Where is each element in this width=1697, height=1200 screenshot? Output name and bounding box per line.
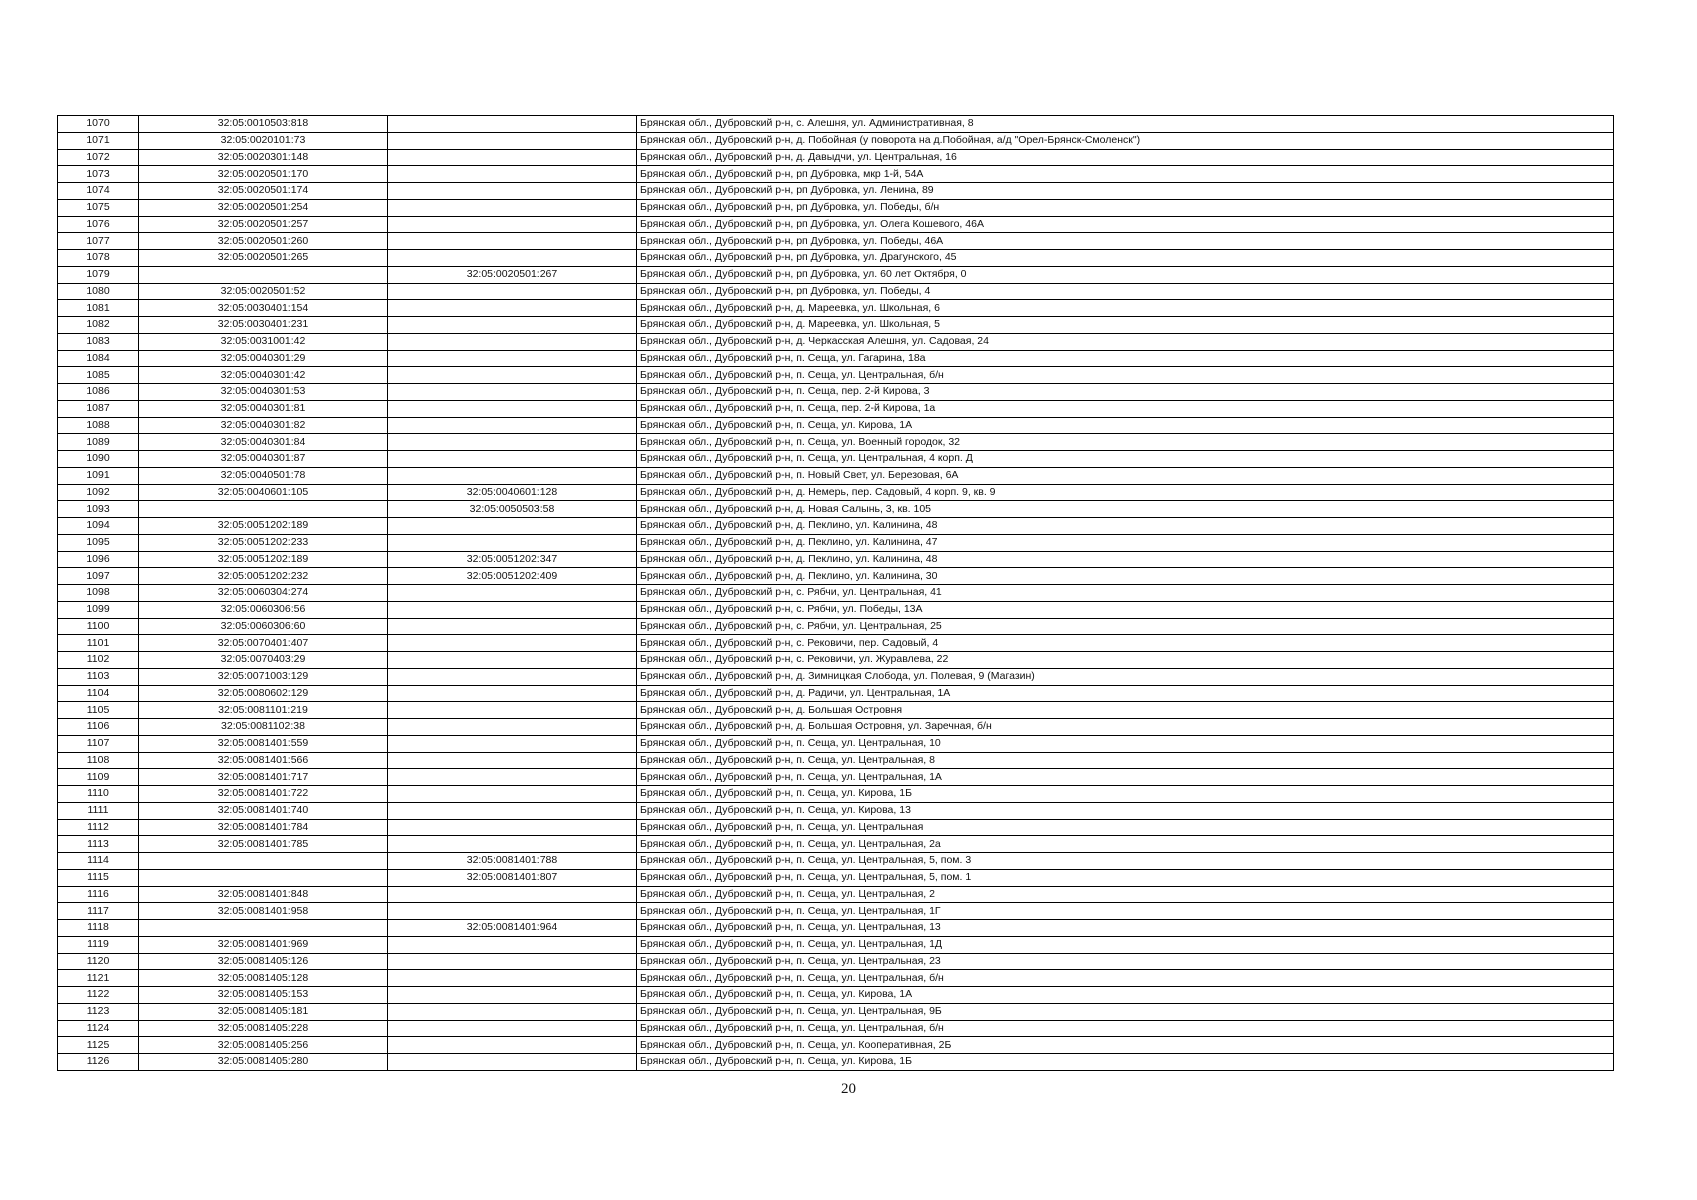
address-cell: Брянская обл., Дубровский р-н, п. Сеща, ул. Центральная bbox=[637, 819, 1614, 836]
table-row bbox=[58, 1020, 1614, 1037]
cadastral-number-cell bbox=[139, 869, 388, 886]
row-number-cell: 1122 bbox=[58, 987, 139, 1004]
address-cell: Брянская обл., Дубровский р-н, п. Сеща, ул. Центральная, 13 bbox=[637, 920, 1614, 937]
row-number-cell: 1119 bbox=[58, 936, 139, 953]
registry-table-body bbox=[58, 116, 1614, 1071]
address-cell: Брянская обл., Дубровский р-н, рп Дубровка, ул. 60 лет Октября, 0 bbox=[637, 266, 1614, 283]
row-number-cell: 1113 bbox=[58, 836, 139, 853]
table-row bbox=[58, 936, 1614, 953]
cadastral-number-secondary-cell bbox=[388, 802, 637, 819]
table-row bbox=[58, 484, 1614, 501]
row-number-cell: 1072 bbox=[58, 149, 139, 166]
address-cell: Брянская обл., Дубровский р-н, д. Побойная (у поворота на д.Побойная, а/д "Орел-Брянск-Смоленск") bbox=[637, 132, 1614, 149]
address-cell: Брянская обл., Дубровский р-н, п. Сеща, ул. Военный городок, 32 bbox=[637, 434, 1614, 451]
cadastral-number-cell: 32:05:0081401:784 bbox=[139, 819, 388, 836]
table-row bbox=[58, 518, 1614, 535]
table-row bbox=[58, 568, 1614, 585]
table-row bbox=[58, 635, 1614, 652]
row-number-cell: 1070 bbox=[58, 116, 139, 133]
table-row bbox=[58, 317, 1614, 334]
row-number-cell: 1077 bbox=[58, 233, 139, 250]
row-number-cell: 1083 bbox=[58, 333, 139, 350]
address-cell: Брянская обл., Дубровский р-н, рп Дубровка, ул. Олега Кошевого, 46А bbox=[637, 216, 1614, 233]
cadastral-number-cell: 32:05:0060304:274 bbox=[139, 585, 388, 602]
cadastral-number-cell: 32:05:0081401:717 bbox=[139, 769, 388, 786]
row-number-cell: 1110 bbox=[58, 786, 139, 803]
cadastral-number-secondary-cell bbox=[388, 585, 637, 602]
cadastral-number-cell: 32:05:0081405:280 bbox=[139, 1054, 388, 1071]
table-row bbox=[58, 769, 1614, 786]
table-row bbox=[58, 149, 1614, 166]
cadastral-number-cell: 32:05:0020301:148 bbox=[139, 149, 388, 166]
address-cell: Брянская обл., Дубровский р-н, д. Большая Островня, ул. Заречная, б/н bbox=[637, 719, 1614, 736]
table-row bbox=[58, 367, 1614, 384]
address-cell: Брянская обл., Дубровский р-н, д. Новая Салынь, 3, кв. 105 bbox=[637, 501, 1614, 518]
row-number-cell: 1098 bbox=[58, 585, 139, 602]
row-number-cell: 1096 bbox=[58, 551, 139, 568]
table-row bbox=[58, 802, 1614, 819]
cadastral-number-cell: 32:05:0081401:785 bbox=[139, 836, 388, 853]
address-cell: Брянская обл., Дубровский р-н, п. Сеща, ул. Центральная, б/н bbox=[637, 367, 1614, 384]
cadastral-number-cell: 32:05:0081401:958 bbox=[139, 903, 388, 920]
address-cell: Брянская обл., Дубровский р-н, п. Сеща, ул. Гагарина, 18а bbox=[637, 350, 1614, 367]
table-row bbox=[58, 702, 1614, 719]
cadastral-number-cell: 32:05:0081401:740 bbox=[139, 802, 388, 819]
address-cell: Брянская обл., Дубровский р-н, с. Рябчи, ул. Центральная, 25 bbox=[637, 618, 1614, 635]
row-number-cell: 1102 bbox=[58, 652, 139, 669]
table-row bbox=[58, 836, 1614, 853]
cadastral-number-cell: 32:05:0081405:256 bbox=[139, 1037, 388, 1054]
address-cell: Брянская обл., Дубровский р-н, с. Алешня, ул. Административная, 8 bbox=[637, 116, 1614, 133]
cadastral-number-secondary-cell bbox=[388, 300, 637, 317]
cadastral-number-cell: 32:05:0070401:407 bbox=[139, 635, 388, 652]
row-number-cell: 1123 bbox=[58, 1003, 139, 1020]
cadastral-number-secondary-cell bbox=[388, 367, 637, 384]
table-row bbox=[58, 434, 1614, 451]
table-row bbox=[58, 233, 1614, 250]
address-cell: Брянская обл., Дубровский р-н, с. Рековичи, ул. Журавлева, 22 bbox=[637, 652, 1614, 669]
cadastral-number-secondary-cell bbox=[388, 953, 637, 970]
table-row bbox=[58, 216, 1614, 233]
table-row bbox=[58, 652, 1614, 669]
cadastral-number-cell: 32:05:0040301:87 bbox=[139, 451, 388, 468]
table-row bbox=[58, 350, 1614, 367]
table-row bbox=[58, 735, 1614, 752]
row-number-cell: 1101 bbox=[58, 635, 139, 652]
table-row bbox=[58, 1037, 1614, 1054]
address-cell: Брянская обл., Дубровский р-н, п. Сеща, ул. Центральная, б/н bbox=[637, 1020, 1614, 1037]
row-number-cell: 1112 bbox=[58, 819, 139, 836]
cadastral-number-cell: 32:05:0020101:73 bbox=[139, 132, 388, 149]
address-cell: Брянская обл., Дубровский р-н, с. Рябчи, ул. Победы, 13А bbox=[637, 601, 1614, 618]
address-cell: Брянская обл., Дубровский р-н, п. Сеща, пер. 2-й Кирова, 1а bbox=[637, 400, 1614, 417]
address-cell: Брянская обл., Дубровский р-н, д. Пеклино, ул. Калинина, 47 bbox=[637, 534, 1614, 551]
cadastral-number-secondary-cell bbox=[388, 719, 637, 736]
cadastral-number-secondary-cell bbox=[388, 400, 637, 417]
cadastral-number-secondary-cell bbox=[388, 233, 637, 250]
table-row bbox=[58, 451, 1614, 468]
cadastral-number-cell: 32:05:0051202:233 bbox=[139, 534, 388, 551]
table-row bbox=[58, 183, 1614, 200]
cadastral-number-cell: 32:05:0081401:969 bbox=[139, 936, 388, 953]
cadastral-number-cell bbox=[139, 920, 388, 937]
cadastral-number-secondary-cell bbox=[388, 1003, 637, 1020]
cadastral-number-secondary-cell bbox=[388, 769, 637, 786]
address-cell: Брянская обл., Дубровский р-н, рп Дубровка, ул. Победы, 46А bbox=[637, 233, 1614, 250]
row-number-cell: 1071 bbox=[58, 132, 139, 149]
cadastral-number-secondary-cell bbox=[388, 886, 637, 903]
row-number-cell: 1094 bbox=[58, 518, 139, 535]
address-cell: Брянская обл., Дубровский р-н, д. Зимницкая Слобода, ул. Полевая, 9 (Магазин) bbox=[637, 668, 1614, 685]
cadastral-number-cell: 32:05:0040601:105 bbox=[139, 484, 388, 501]
cadastral-number-secondary-cell bbox=[388, 635, 637, 652]
cadastral-number-secondary-cell: 32:05:0040601:128 bbox=[388, 484, 637, 501]
table-row bbox=[58, 551, 1614, 568]
address-cell: Брянская обл., Дубровский р-н, рп Дубровка, мкр 1-й, 54А bbox=[637, 166, 1614, 183]
address-cell: Брянская обл., Дубровский р-н, п. Сеща, ул. Центральная, 10 bbox=[637, 735, 1614, 752]
cadastral-number-cell: 32:05:0040501:78 bbox=[139, 467, 388, 484]
cadastral-number-secondary-cell bbox=[388, 668, 637, 685]
table-row bbox=[58, 886, 1614, 903]
cadastral-number-secondary-cell bbox=[388, 702, 637, 719]
cadastral-number-cell: 32:05:0081101:219 bbox=[139, 702, 388, 719]
address-cell: Брянская обл., Дубровский р-н, рп Дубровка, ул. Ленина, 89 bbox=[637, 183, 1614, 200]
cadastral-number-cell: 32:05:0081405:126 bbox=[139, 953, 388, 970]
address-cell: Брянская обл., Дубровский р-н, п. Сеща, ул. Кирова, 13 bbox=[637, 802, 1614, 819]
cadastral-number-cell: 32:05:0081405:128 bbox=[139, 970, 388, 987]
row-number-cell: 1080 bbox=[58, 283, 139, 300]
cadastral-number-cell: 32:05:0081405:153 bbox=[139, 987, 388, 1004]
cadastral-number-secondary-cell bbox=[388, 534, 637, 551]
address-cell: Брянская обл., Дубровский р-н, с. Рябчи, ул. Центральная, 41 bbox=[637, 585, 1614, 602]
address-cell: Брянская обл., Дубровский р-н, д. Радичи, ул. Центральная, 1А bbox=[637, 685, 1614, 702]
address-cell: Брянская обл., Дубровский р-н, д. Мареевка, ул. Школьная, 5 bbox=[637, 317, 1614, 334]
cadastral-number-cell: 32:05:0070403:29 bbox=[139, 652, 388, 669]
table-row bbox=[58, 786, 1614, 803]
table-row bbox=[58, 668, 1614, 685]
row-number-cell: 1092 bbox=[58, 484, 139, 501]
cadastral-number-secondary-cell bbox=[388, 735, 637, 752]
cadastral-number-secondary-cell bbox=[388, 987, 637, 1004]
row-number-cell: 1085 bbox=[58, 367, 139, 384]
cadastral-number-secondary-cell bbox=[388, 250, 637, 267]
row-number-cell: 1115 bbox=[58, 869, 139, 886]
row-number-cell: 1073 bbox=[58, 166, 139, 183]
table-row bbox=[58, 384, 1614, 401]
address-cell: Брянская обл., Дубровский р-н, д. Пеклино, ул. Калинина, 30 bbox=[637, 568, 1614, 585]
table-row bbox=[58, 283, 1614, 300]
table-row bbox=[58, 752, 1614, 769]
address-cell: Брянская обл., Дубровский р-н, п. Сеща, ул. Центральная, 1Г bbox=[637, 903, 1614, 920]
address-cell: Брянская обл., Дубровский р-н, п. Сеща, ул. Кирова, 1Б bbox=[637, 786, 1614, 803]
table-row bbox=[58, 903, 1614, 920]
row-number-cell: 1124 bbox=[58, 1020, 139, 1037]
address-cell: Брянская обл., Дубровский р-н, п. Сеща, ул. Центральная, 9Б bbox=[637, 1003, 1614, 1020]
cadastral-number-cell: 32:05:0051202:189 bbox=[139, 551, 388, 568]
cadastral-number-cell: 32:05:0071003:129 bbox=[139, 668, 388, 685]
address-cell: Брянская обл., Дубровский р-н, д. Большая Островня bbox=[637, 702, 1614, 719]
cadastral-number-cell: 32:05:0031001:42 bbox=[139, 333, 388, 350]
cadastral-number-secondary-cell bbox=[388, 183, 637, 200]
cadastral-number-secondary-cell bbox=[388, 283, 637, 300]
address-cell: Брянская обл., Дубровский р-н, п. Сеща, ул. Центральная, 4 корп. Д bbox=[637, 451, 1614, 468]
address-cell: Брянская обл., Дубровский р-н, п. Сеща, ул. Центральная, 1Д bbox=[637, 936, 1614, 953]
table-row bbox=[58, 685, 1614, 702]
row-number-cell: 1111 bbox=[58, 802, 139, 819]
table-row bbox=[58, 1003, 1614, 1020]
cadastral-number-cell: 32:05:0040301:29 bbox=[139, 350, 388, 367]
page-number: 20 bbox=[841, 1081, 856, 1097]
cadastral-number-secondary-cell bbox=[388, 199, 637, 216]
cadastral-number-secondary-cell bbox=[388, 685, 637, 702]
row-number-cell: 1118 bbox=[58, 920, 139, 937]
cadastral-number-secondary-cell bbox=[388, 132, 637, 149]
cadastral-number-cell: 32:05:0040301:53 bbox=[139, 384, 388, 401]
row-number-cell: 1103 bbox=[58, 668, 139, 685]
row-number-cell: 1088 bbox=[58, 417, 139, 434]
row-number-cell: 1097 bbox=[58, 568, 139, 585]
row-number-cell: 1084 bbox=[58, 350, 139, 367]
table-row bbox=[58, 300, 1614, 317]
cadastral-number-secondary-cell bbox=[388, 1020, 637, 1037]
cadastral-number-cell: 32:05:0020501:265 bbox=[139, 250, 388, 267]
cadastral-number-cell: 32:05:0010503:818 bbox=[139, 116, 388, 133]
cadastral-number-cell: 32:05:0081401:722 bbox=[139, 786, 388, 803]
cadastral-number-cell: 32:05:0020501:170 bbox=[139, 166, 388, 183]
cadastral-number-cell: 32:05:0081401:559 bbox=[139, 735, 388, 752]
table-row bbox=[58, 970, 1614, 987]
address-cell: Брянская обл., Дубровский р-н, п. Сеща, ул. Центральная, б/н bbox=[637, 970, 1614, 987]
row-number-cell: 1074 bbox=[58, 183, 139, 200]
row-number-cell: 1109 bbox=[58, 769, 139, 786]
cadastral-number-secondary-cell bbox=[388, 451, 637, 468]
table-row bbox=[58, 1054, 1614, 1071]
row-number-cell: 1116 bbox=[58, 886, 139, 903]
cadastral-number-secondary-cell bbox=[388, 601, 637, 618]
row-number-cell: 1076 bbox=[58, 216, 139, 233]
cadastral-number-secondary-cell bbox=[388, 467, 637, 484]
row-number-cell: 1089 bbox=[58, 434, 139, 451]
cadastral-number-secondary-cell: 32:05:0081401:788 bbox=[388, 853, 637, 870]
table-row bbox=[58, 819, 1614, 836]
row-number-cell: 1120 bbox=[58, 953, 139, 970]
cadastral-number-cell: 32:05:0081401:848 bbox=[139, 886, 388, 903]
cadastral-number-cell: 32:05:0081401:566 bbox=[139, 752, 388, 769]
table-row bbox=[58, 400, 1614, 417]
row-number-cell: 1079 bbox=[58, 266, 139, 283]
cadastral-number-secondary-cell bbox=[388, 786, 637, 803]
table-row bbox=[58, 333, 1614, 350]
cadastral-number-secondary-cell bbox=[388, 1037, 637, 1054]
row-number-cell: 1114 bbox=[58, 853, 139, 870]
row-number-cell: 1082 bbox=[58, 317, 139, 334]
cadastral-number-secondary-cell bbox=[388, 434, 637, 451]
table-row bbox=[58, 987, 1614, 1004]
row-number-cell: 1095 bbox=[58, 534, 139, 551]
cadastral-number-cell: 32:05:0040301:82 bbox=[139, 417, 388, 434]
cadastral-number-secondary-cell bbox=[388, 970, 637, 987]
cadastral-number-cell: 32:05:0040301:42 bbox=[139, 367, 388, 384]
table-row bbox=[58, 199, 1614, 216]
cadastral-number-cell: 32:05:0030401:231 bbox=[139, 317, 388, 334]
address-cell: Брянская обл., Дубровский р-н, д. Пеклино, ул. Калинина, 48 bbox=[637, 518, 1614, 535]
row-number-cell: 1121 bbox=[58, 970, 139, 987]
row-number-cell: 1105 bbox=[58, 702, 139, 719]
row-number-cell: 1107 bbox=[58, 735, 139, 752]
cadastral-number-secondary-cell bbox=[388, 903, 637, 920]
cadastral-number-secondary-cell bbox=[388, 333, 637, 350]
address-cell: Брянская обл., Дубровский р-н, п. Сеща, ул. Центральная, 1А bbox=[637, 769, 1614, 786]
address-cell: Брянская обл., Дубровский р-н, д. Немерь, пер. Садовый, 4 корп. 9, кв. 9 bbox=[637, 484, 1614, 501]
address-cell: Брянская обл., Дубровский р-н, п. Сеща, ул. Центральная, 2 bbox=[637, 886, 1614, 903]
row-number-cell: 1086 bbox=[58, 384, 139, 401]
cadastral-number-cell: 32:05:0020501:257 bbox=[139, 216, 388, 233]
cadastral-number-cell: 32:05:0030401:154 bbox=[139, 300, 388, 317]
cadastral-number-cell: 32:05:0040301:84 bbox=[139, 434, 388, 451]
cadastral-number-secondary-cell: 32:05:0050503:58 bbox=[388, 501, 637, 518]
cadastral-number-cell bbox=[139, 501, 388, 518]
address-cell: Брянская обл., Дубровский р-н, п. Сеща, ул. Кирова, 1Б bbox=[637, 1054, 1614, 1071]
cadastral-number-secondary-cell: 32:05:0051202:347 bbox=[388, 551, 637, 568]
cadastral-number-cell: 32:05:0060306:60 bbox=[139, 618, 388, 635]
table-row bbox=[58, 116, 1614, 133]
address-cell: Брянская обл., Дубровский р-н, п. Сеща, ул. Центральная, 5, пом. 3 bbox=[637, 853, 1614, 870]
cadastral-number-secondary-cell bbox=[388, 618, 637, 635]
cadastral-number-cell: 32:05:0020501:174 bbox=[139, 183, 388, 200]
address-cell: Брянская обл., Дубровский р-н, п. Сеща, ул. Кирова, 1А bbox=[637, 987, 1614, 1004]
cadastral-number-cell bbox=[139, 853, 388, 870]
cadastral-number-cell: 32:05:0081405:228 bbox=[139, 1020, 388, 1037]
table-row bbox=[58, 920, 1614, 937]
cadastral-number-secondary-cell bbox=[388, 166, 637, 183]
table-row bbox=[58, 719, 1614, 736]
table-row bbox=[58, 853, 1614, 870]
cadastral-number-secondary-cell bbox=[388, 652, 637, 669]
row-number-cell: 1117 bbox=[58, 903, 139, 920]
cadastral-number-secondary-cell bbox=[388, 518, 637, 535]
address-cell: Брянская обл., Дубровский р-н, п. Сеща, ул. Кооперативная, 2Б bbox=[637, 1037, 1614, 1054]
table-row bbox=[58, 953, 1614, 970]
cadastral-number-secondary-cell bbox=[388, 417, 637, 434]
row-number-cell: 1108 bbox=[58, 752, 139, 769]
table-row bbox=[58, 250, 1614, 267]
cadastral-number-secondary-cell bbox=[388, 384, 637, 401]
cadastral-number-secondary-cell bbox=[388, 317, 637, 334]
table-row bbox=[58, 166, 1614, 183]
row-number-cell: 1104 bbox=[58, 685, 139, 702]
address-cell: Брянская обл., Дубровский р-н, п. Сеща, пер. 2-й Кирова, 3 bbox=[637, 384, 1614, 401]
cadastral-number-secondary-cell: 32:05:0020501:267 bbox=[388, 266, 637, 283]
property-registry-table bbox=[57, 115, 1614, 1071]
cadastral-number-secondary-cell bbox=[388, 149, 637, 166]
cadastral-number-secondary-cell bbox=[388, 752, 637, 769]
row-number-cell: 1078 bbox=[58, 250, 139, 267]
row-number-cell: 1093 bbox=[58, 501, 139, 518]
table-row bbox=[58, 869, 1614, 886]
row-number-cell: 1106 bbox=[58, 719, 139, 736]
row-number-cell: 1075 bbox=[58, 199, 139, 216]
cadastral-number-secondary-cell bbox=[388, 936, 637, 953]
table-row bbox=[58, 618, 1614, 635]
address-cell: Брянская обл., Дубровский р-н, с. Рековичи, пер. Садовый, 4 bbox=[637, 635, 1614, 652]
cadastral-number-secondary-cell: 32:05:0051202:409 bbox=[388, 568, 637, 585]
row-number-cell: 1087 bbox=[58, 400, 139, 417]
address-cell: Брянская обл., Дубровский р-н, д. Давыдчи, ул. Центральная, 16 bbox=[637, 149, 1614, 166]
cadastral-number-cell: 32:05:0040301:81 bbox=[139, 400, 388, 417]
address-cell: Брянская обл., Дубровский р-н, п. Сеща, ул. Центральная, 5, пом. 1 bbox=[637, 869, 1614, 886]
address-cell: Брянская обл., Дубровский р-н, д. Черкасская Алешня, ул. Садовая, 24 bbox=[637, 333, 1614, 350]
cadastral-number-secondary-cell: 32:05:0081401:807 bbox=[388, 869, 637, 886]
address-cell: Брянская обл., Дубровский р-н, п. Новый Свет, ул. Березовая, 6А bbox=[637, 467, 1614, 484]
cadastral-number-cell: 32:05:0080602:129 bbox=[139, 685, 388, 702]
table-row bbox=[58, 417, 1614, 434]
cadastral-number-cell: 32:05:0051202:189 bbox=[139, 518, 388, 535]
address-cell: Брянская обл., Дубровский р-н, рп Дубровка, ул. Драгунского, 45 bbox=[637, 250, 1614, 267]
row-number-cell: 1099 bbox=[58, 601, 139, 618]
row-number-cell: 1126 bbox=[58, 1054, 139, 1071]
row-number-cell: 1081 bbox=[58, 300, 139, 317]
cadastral-number-secondary-cell: 32:05:0081401:964 bbox=[388, 920, 637, 937]
cadastral-number-cell bbox=[139, 266, 388, 283]
cadastral-number-secondary-cell bbox=[388, 819, 637, 836]
cadastral-number-cell: 32:05:0051202:232 bbox=[139, 568, 388, 585]
row-number-cell: 1091 bbox=[58, 467, 139, 484]
table-row bbox=[58, 534, 1614, 551]
address-cell: Брянская обл., Дубровский р-н, рп Дубровка, ул. Победы, 4 bbox=[637, 283, 1614, 300]
table-row bbox=[58, 132, 1614, 149]
row-number-cell: 1090 bbox=[58, 451, 139, 468]
address-cell: Брянская обл., Дубровский р-н, п. Сеща, ул. Кирова, 1А bbox=[637, 417, 1614, 434]
table-row bbox=[58, 266, 1614, 283]
cadastral-number-cell: 32:05:0020501:52 bbox=[139, 283, 388, 300]
table-row bbox=[58, 585, 1614, 602]
address-cell: Брянская обл., Дубровский р-н, д. Мареевка, ул. Школьная, 6 bbox=[637, 300, 1614, 317]
address-cell: Брянская обл., Дубровский р-н, п. Сеща, ул. Центральная, 23 bbox=[637, 953, 1614, 970]
cadastral-number-cell: 32:05:0081102:38 bbox=[139, 719, 388, 736]
cadastral-number-secondary-cell bbox=[388, 1054, 637, 1071]
cadastral-number-secondary-cell bbox=[388, 836, 637, 853]
cadastral-number-cell: 32:05:0020501:260 bbox=[139, 233, 388, 250]
cadastral-number-cell: 32:05:0081405:181 bbox=[139, 1003, 388, 1020]
cadastral-number-cell: 32:05:0020501:254 bbox=[139, 199, 388, 216]
address-cell: Брянская обл., Дубровский р-н, п. Сеща, ул. Центральная, 8 bbox=[637, 752, 1614, 769]
address-cell: Брянская обл., Дубровский р-н, д. Пеклино, ул. Калинина, 48 bbox=[637, 551, 1614, 568]
table-row bbox=[58, 467, 1614, 484]
address-cell: Брянская обл., Дубровский р-н, рп Дубровка, ул. Победы, б/н bbox=[637, 199, 1614, 216]
cadastral-number-secondary-cell bbox=[388, 350, 637, 367]
row-number-cell: 1125 bbox=[58, 1037, 139, 1054]
cadastral-number-secondary-cell bbox=[388, 116, 637, 133]
table-row bbox=[58, 501, 1614, 518]
cadastral-number-cell: 32:05:0060306:56 bbox=[139, 601, 388, 618]
table-row bbox=[58, 601, 1614, 618]
row-number-cell: 1100 bbox=[58, 618, 139, 635]
address-cell: Брянская обл., Дубровский р-н, п. Сеща, ул. Центральная, 2а bbox=[637, 836, 1614, 853]
cadastral-number-secondary-cell bbox=[388, 216, 637, 233]
